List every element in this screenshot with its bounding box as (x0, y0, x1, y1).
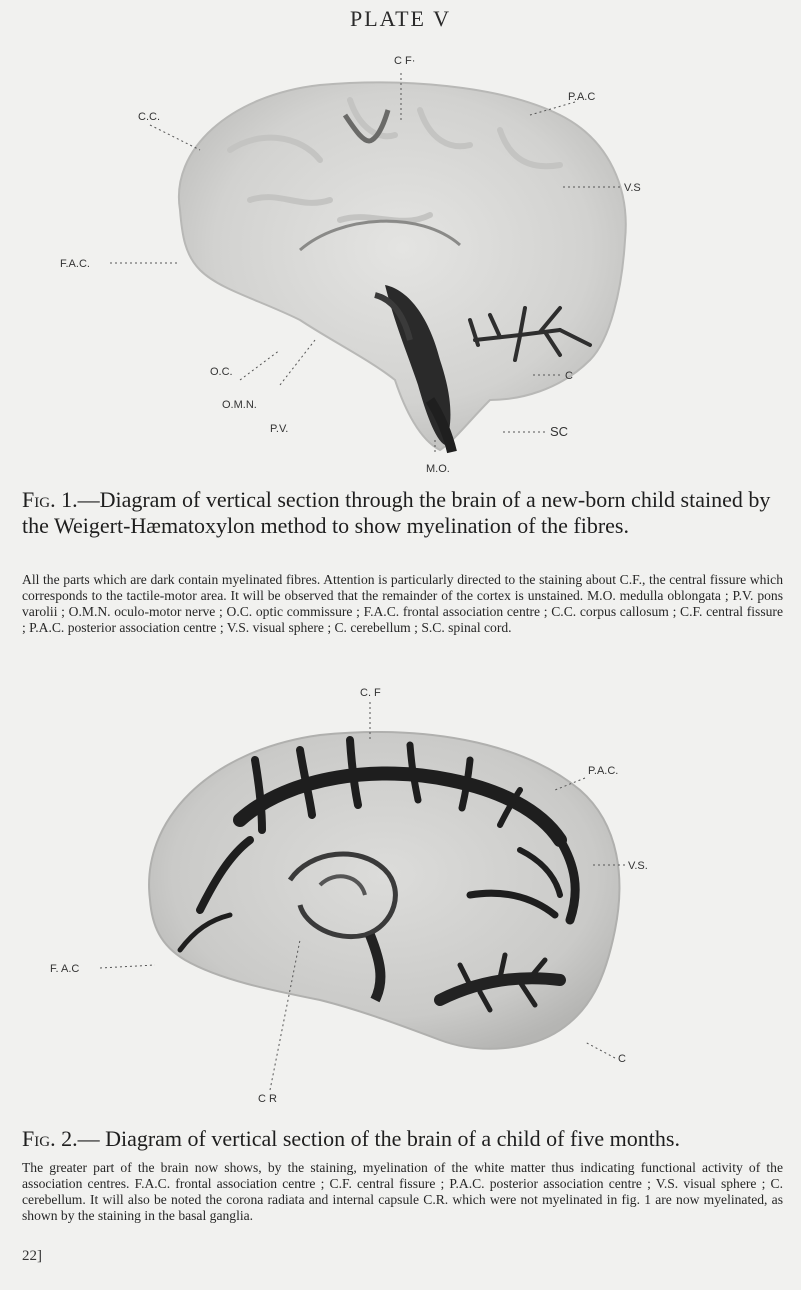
label-c-fig1: C (565, 370, 573, 382)
label-sc-fig1: SC (550, 424, 569, 439)
figure-2-number: Fig. 2. (22, 1126, 78, 1151)
figure-1-note: All the parts which are dark contain myelinated fibres. Attention is particularly directed to the staining about C.F., the central fissure which corresponds to the tactile-motor area. It will be observed that the remainder of the cortex is unstained. M.O. medulla oblongata ; P.V. pons varolii ; O.M.N. oculo-motor nerve ; O.C. optic commissure ; F.A.C. frontal association centre ; C.C. corpus callosum ; C.F. central fissure ; P.A.C. posterior association centre ; V.S. visual sphere ; C. cerebellum ; S.C. spinal cord. (22, 572, 783, 635)
label-oc-fig1: O.C. (210, 366, 233, 378)
brain-outline-fig1 (179, 83, 626, 450)
label-mo-fig1: M.O. (426, 463, 450, 475)
figure-2-illustration (0, 680, 801, 1125)
label-omn-fig1: O.M.N. (222, 399, 257, 411)
label-c-fig2: C (618, 1053, 626, 1065)
label-pv-fig1: P.V. (270, 423, 289, 435)
figure-1-caption-text: —Diagram of vertical section through the brain of a new-born child stained by the Weigert-Hæmatoxylon method to show myelination of the fibres. (22, 487, 771, 538)
figure-1-caption (22, 487, 783, 539)
label-fac-fig1: F.A.C. (60, 258, 90, 270)
label-cf-fig2: C. F (360, 687, 381, 699)
figure-1-number: Fig. 1. (22, 487, 78, 512)
label-cf-fig1: C F· (394, 55, 416, 67)
figure-2-caption-text: — Diagram of vertical section of the brain of a child of five months. (77, 1126, 680, 1151)
plate-title: PLATE V (350, 6, 451, 31)
label-vs-fig2: V.S. (628, 860, 648, 872)
label-vs-fig1: V.S (624, 182, 641, 194)
label-fac-fig2: F. A.C (50, 963, 80, 975)
page-number: 22] (22, 1248, 42, 1264)
label-pac-fig1: P.A.C (568, 91, 596, 103)
label-cr-fig2: C R (258, 1093, 277, 1105)
label-pac-fig2: P.A.C. (588, 765, 619, 777)
figure-2-note: The greater part of the brain now shows, by the staining, myelination of the white matter thus indicating functional activity of the association centres. F.A.C. frontal association centre ; C.F. central fissure ; P.A.C. posterior association centre ; V.S. visual sphere ; C. cerebellum. It will also be noted the corona radiata and internal capsule C.R. which were not myelinated in fig. 1 are now myelinated, as shown by the staining in the basal ganglia. (22, 1160, 783, 1223)
figure-1-illustration (0, 40, 801, 490)
figure-2-caption (22, 1126, 783, 1152)
label-cc-fig1: C.C. (138, 111, 160, 123)
